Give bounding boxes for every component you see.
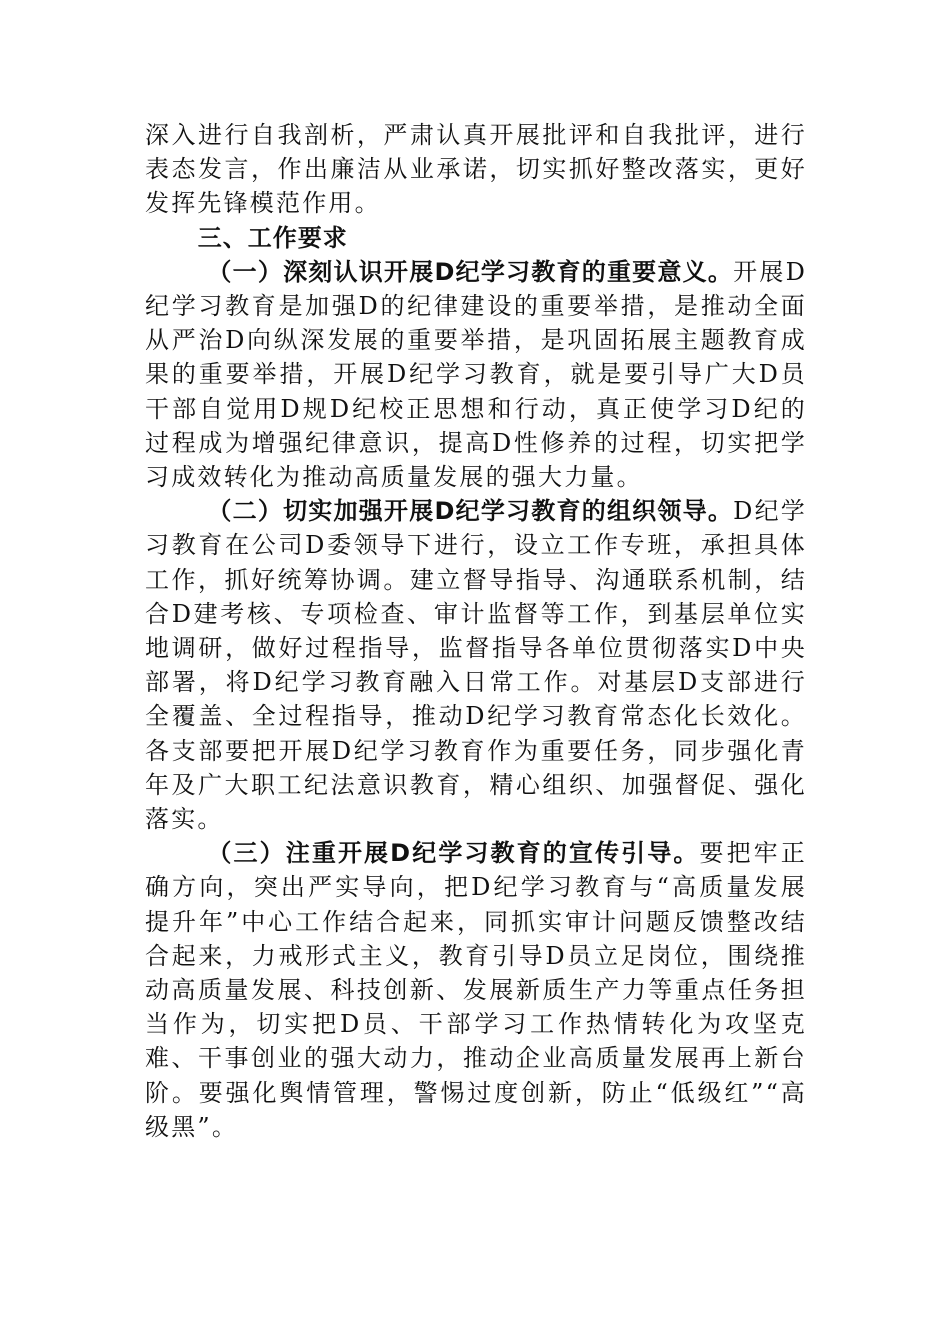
requirement-item-2 xyxy=(145,494,807,836)
section-heading: 三、工作要求 xyxy=(197,223,348,252)
requirement-item-3-lead: （三）注重开展D纪学习教育的宣传引导。 xyxy=(207,839,700,868)
requirement-item-3-body: 要把牢正确方向，突出严实导向，把D纪学习教育与“高质量发展提升年”中心工作结合起来，同抓实审计问题反馈整改结合起来，力戒形式主义，教育引导D员立足岗位，围绕推动高质量发展、科技创新、发展新质生产力等重点任务担当作为，切实把D员、干部学习工作热情转化为攻坚克难、干事创业的强大动力，推动企业高质量发展再上新台阶。要强化舆情管理，警惕过度创新，防止“低级红”“高级黑”。 xyxy=(145,839,807,1141)
requirement-item-2-body: D纪学习教育在公司D委领导下进行，设立工作专班，承担具体工作，抓好统筹协调。建立督导指导、沟通联系机制，结合D建考核、专项检查、审计监督等工作，到基层单位实地调研，做好过程指导，监督指导各单位贯彻落实D中央部署，将D纪学习教育融入日常工作。对基层D支部进行全覆盖、全过程指导，推动D纪学习教育常态化长效化。各支部要把开展D纪学习教育作为重要任务，同步强化青年及广大职工纪法意识教育，精心组织、加强督促、强化落实。 xyxy=(145,497,808,834)
intro-paragraph: 深入进行自我剖析，严肃认真开展批评和自我批评，进行表态发言，作出廉洁从业承诺，切实抓好整改落实，更好发挥先锋模范作用。 xyxy=(145,121,807,218)
requirement-item-2-lead: （二）切实加强开展D纪学习教育的组织领导。 xyxy=(207,497,734,526)
requirement-item-3 xyxy=(145,836,807,1144)
requirement-item-1-lead: （一）深刻认识开展D纪学习教育的重要意义。 xyxy=(207,257,734,286)
requirement-item-1 xyxy=(145,255,807,494)
document-page xyxy=(145,118,807,1144)
requirement-item-1-body: 开展D纪学习教育是加强D的纪律建设的重要举措，是推动全面从严治D向纵深发展的重要举措，是巩固拓展主题教育成果的重要举措，开展D纪学习教育，就是要引导广大D员干部自觉用D规D纪校正思想和行动，真正使学习D纪的过程成为增强纪律意识，提高D性修养的过程，切实把学习成效转化为推动高质量发展的强大力量。 xyxy=(145,257,808,492)
